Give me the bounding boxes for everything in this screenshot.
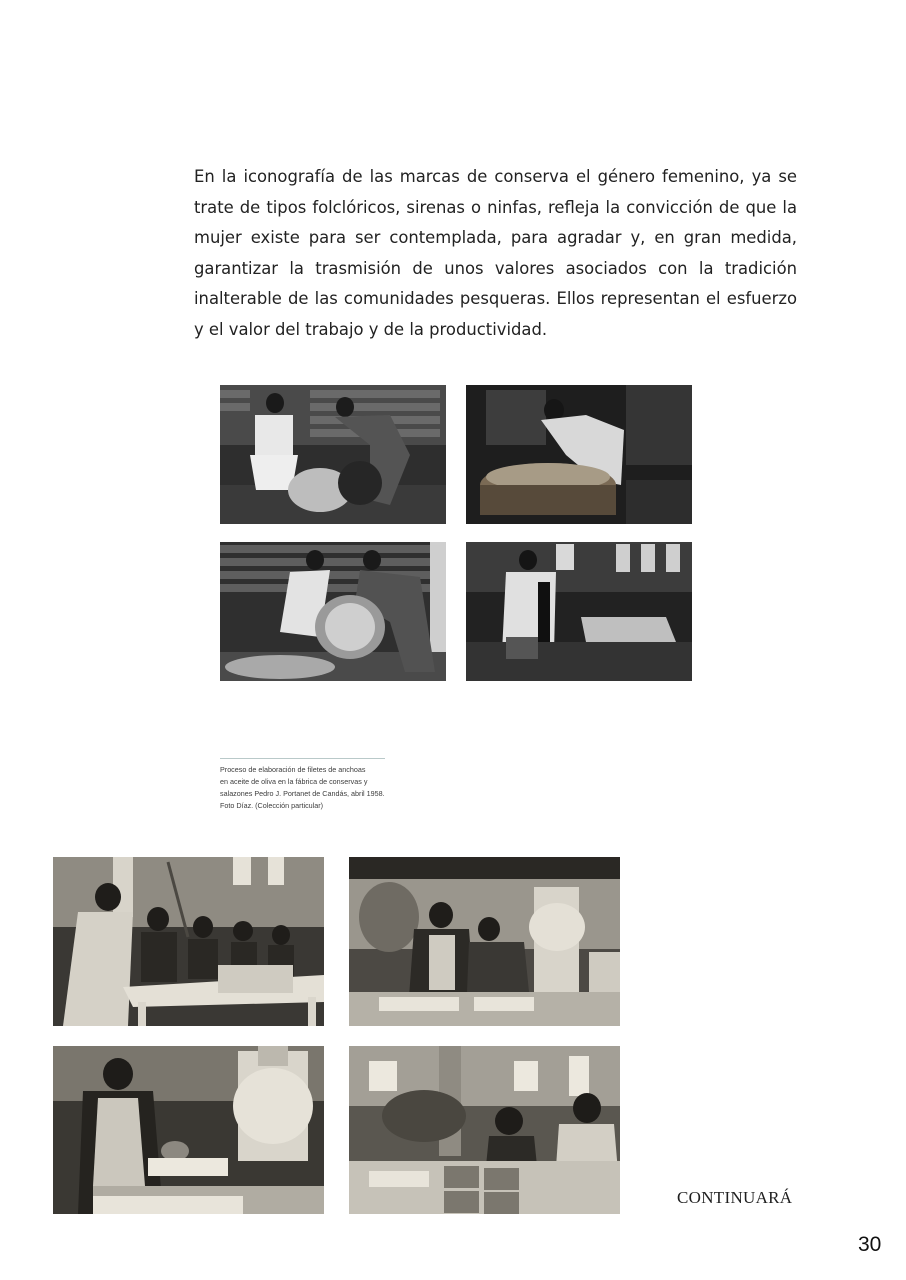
photo-caption [220, 764, 395, 812]
photo-two-workers-rolling-barrel [220, 542, 446, 681]
photo-woman-at-wooden-tub [466, 385, 692, 524]
photo-woman-and-man-with-barrel [220, 385, 446, 524]
caption-line: en aceite de oliva en la fábrica de conservas y [220, 777, 368, 786]
caption-line: salazones Pedro J. Portanet de Candás, abril 1958. [220, 789, 385, 798]
caption-rule [220, 758, 385, 759]
caption-line: Proceso de elaboración de filetes de anchoas [220, 765, 366, 774]
caption-line: Foto Díaz. (Colección particular) [220, 801, 324, 810]
photo-woman-at-pressing-table [466, 542, 692, 681]
photo-woman-filling-tins [53, 1046, 324, 1214]
photo-workers-in-factory-hall [349, 1046, 620, 1214]
photo-workers-at-machinery [349, 857, 620, 1026]
page-number: 30 [858, 1233, 882, 1256]
continued-label: CONTINUARÁ [677, 1188, 793, 1207]
body-paragraph: En la iconografía de las marcas de conserva el género femenino, ya se trate de tipos folclóricos, sirenas o ninfas, refleja la convicción de que la mujer existe para ser contemplada, para agradar y, en gran medida, garantizar la trasmisión de unos valores asociados con la tradición inalterable de las comunidades pesqueras. Ellos representan el esfuerzo y el valor del trabajo y de la productividad. [194, 167, 797, 339]
photo-women-packing-at-table [53, 857, 324, 1026]
